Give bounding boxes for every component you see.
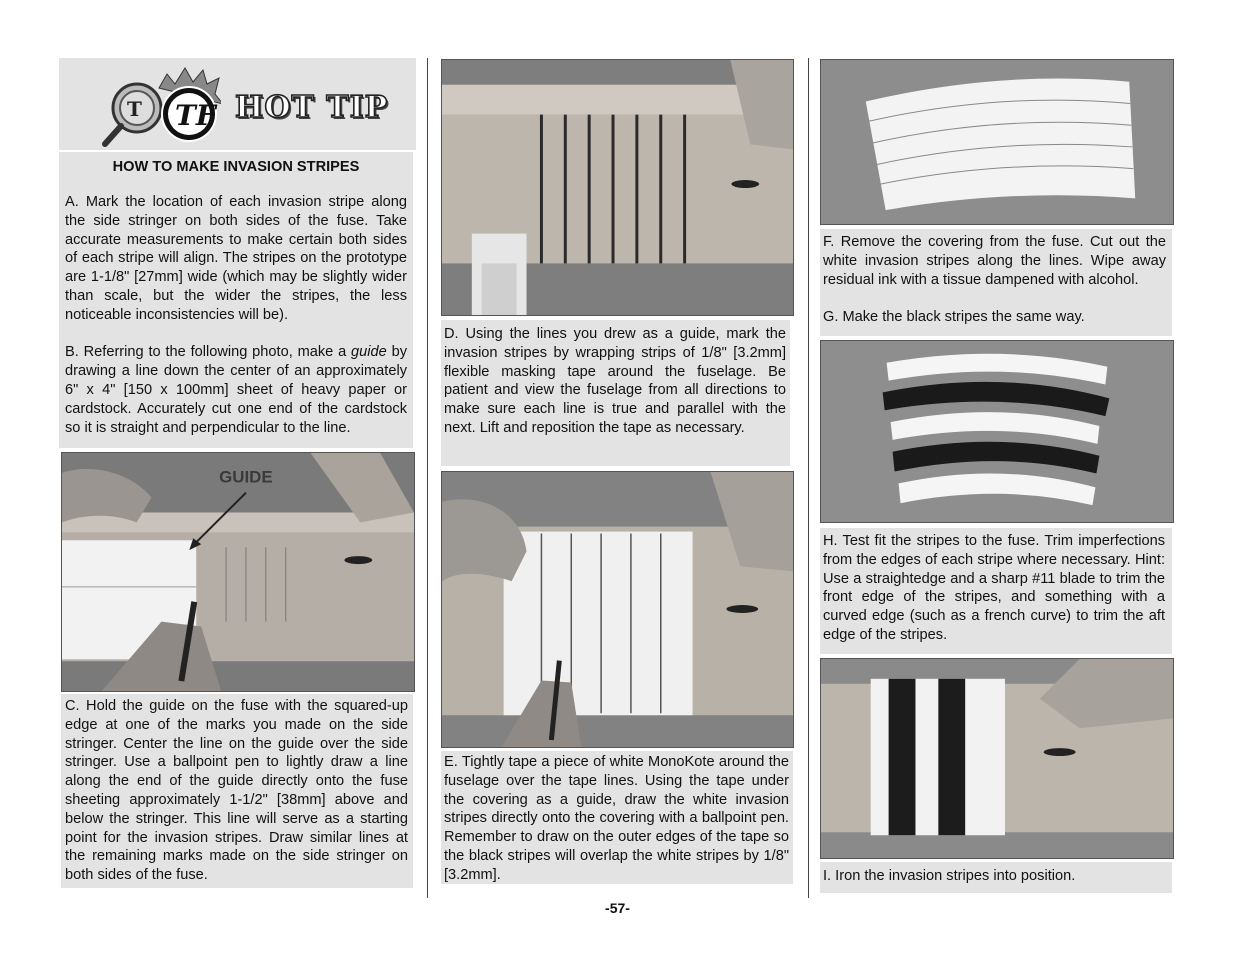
step-c-text: C. Hold the guide on the fuse with the squared-up edge at one of the marks you made on the side stringer. Center the line on the guide over the side stringer. Use a ballpoint pen to lightly draw a line along the end of the guide directly onto the fuse sheeting approximately 1-1/2" [38mm] above and below the stringer. This line will serve as a starting point for the invasion stripes. Draw similar lines at the remaining marks made on the side stringer on both sides of the fuse. (65, 698, 408, 884)
step-h-panel (820, 528, 1172, 654)
intro-text-panel (59, 152, 413, 448)
hot-tip-banner (59, 58, 416, 150)
photo-monokote-wrapped (441, 471, 794, 748)
photo-black-and-white-stripes (820, 340, 1174, 523)
step-a-text: A. Mark the location of each invasion stripe along the side stringer on both sides of the fuse. Take accurate measurements to make certain both sides of each stripe will align. The stripes on the prototype are 1-1/8" [27mm] wide (which may be slightly wider than scale, but the wider the stripes, the less noticeable inconsistencies will be). (65, 194, 407, 323)
step-g-text: G. Make the black stripes the same way. (823, 309, 1085, 326)
tf-magnifier-logo-icon (101, 64, 221, 154)
step-f-text: F. Remove the covering from the fuse. Cut out the white invasion stripes along the lines. Wipe away residual ink with a tissue dampened with alcohol. (823, 234, 1166, 288)
step-d-panel (441, 320, 790, 466)
step-b-text: B. Referring to the following photo, make a guide by drawing a line down the center of an approximately 6" x 4" [150 x 100mm] sheet of heavy paper or cardstock. Accurately cut one end of the cardstock so it is straight and perpendicular to the line. (65, 344, 408, 436)
svg-text:T: T (127, 97, 142, 121)
step-h-text: H. Test fit the stripes to the fuse. Trim imperfections from the edges of each stripe where necessary. Hint: Use a straightedge and a sharp #11 blade to trim the front edge of the stripes, and something with a curved edge (such as a french curve) to trim the aft edge of the stripes. (823, 533, 1165, 643)
section-heading: HOW TO MAKE INVASION STRIPES (112, 159, 360, 175)
photo-masking-tape-stripes (441, 59, 794, 316)
photo-cut-white-stripes (820, 59, 1174, 225)
column-divider (808, 58, 809, 898)
step-e-panel (441, 751, 793, 884)
photo-guide-on-fuse (61, 452, 415, 692)
photo-stripes-ironed (820, 658, 1174, 859)
hot-tip-title: HOT TIP (235, 90, 389, 125)
step-d-text: D. Using the lines you drew as a guide, mark the invasion stripes by wrapping strips of 1/8" [3.2mm] flexible masking tape around the fuselage. Be patient and view the fuselage from all directions to make sure each line is true and parallel with the next. Lift and reposition the tape as necessary. (444, 326, 786, 436)
step-e-text: E. Tightly tape a piece of white MonoKote around the fuselage over the tape lines. Using the tape under the covering as a guide, draw the white invasion stripes directly onto the covering with a ballpoint pen. Remember to draw on the outer edges of the tape so the black stripes will overlap the white stripes by 1/8" [3.2mm]. (444, 754, 789, 883)
step-i-text: I. Iron the invasion stripes into position. (823, 868, 1076, 884)
column-divider (427, 58, 428, 898)
step-i-panel (820, 862, 1172, 893)
step-c-panel (61, 694, 413, 888)
svg-text:TF: TF (175, 99, 216, 132)
page-number: -57- (605, 900, 630, 916)
step-fg-panel (820, 229, 1172, 336)
guide-label: GUIDE (219, 467, 273, 487)
